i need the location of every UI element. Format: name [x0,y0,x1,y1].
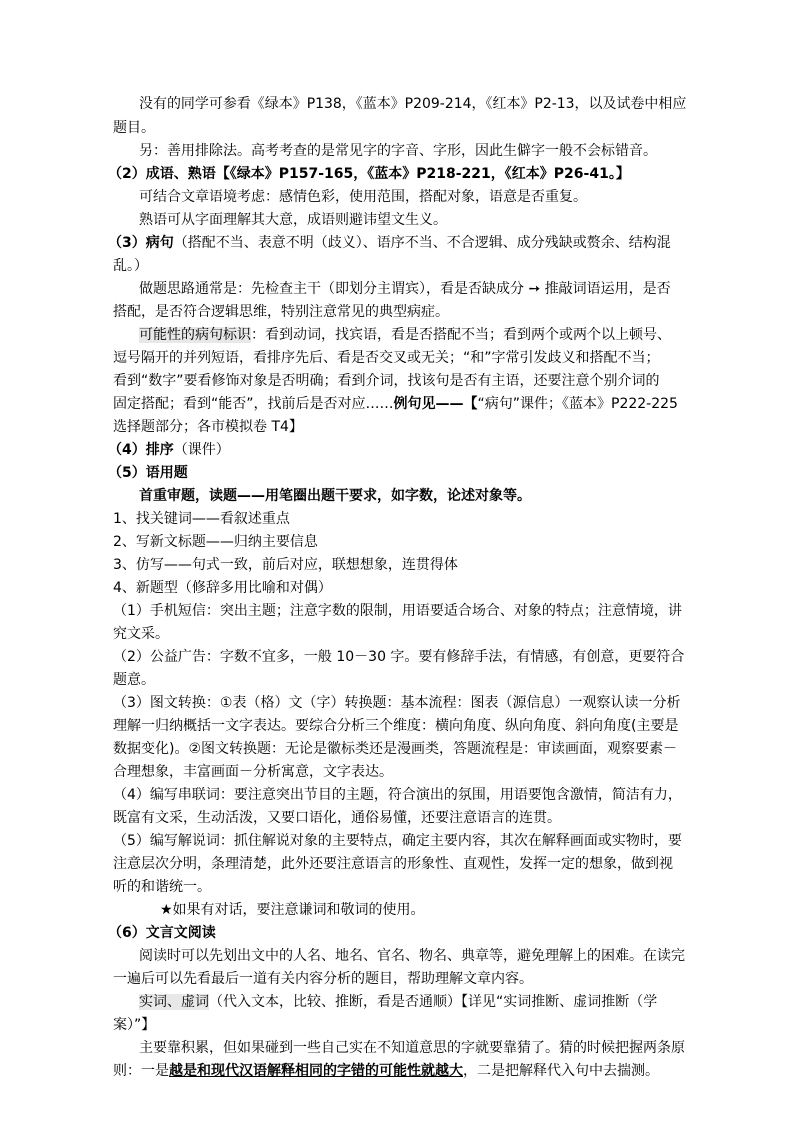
text-line: 可能性的病句标识：看到动词，找宾语，看是否搭配不当；看到两个或两个以上顿号、 [139,327,671,343]
text-line: 理解一归纳概括一文字表达。要综合分析三个维度：横向角度、纵向角度、斜向角度(主要是 [113,718,679,734]
text-line: 另：善用排除法。高考考查的是常见字的字音、字形，因此生僻字一般不会标错音。 [139,143,657,159]
section-heading-classical-chinese: （6）文言文阅读 [108,925,216,941]
text-line: （3）图文转换：①表（格）文（字）转换题：基本流程：图表（源信息）一观察认读一分析 [113,695,681,711]
text-line: 则：一是越是和现代汉语解释相同的字错的可能性就越大，二是把解释代入句中去揣测。 [113,1063,659,1079]
section-heading-sentence-errors: （3）病句（搭配不当、表意不明（歧义）、语序不当、不合逻辑、成分残缺或赘余、结构混 [108,235,671,251]
text-line: 选择题部分；各市模拟卷 T4】 [113,419,303,435]
text-line: 究文采。 [113,626,169,642]
text-line: （1）手机短信：突出主题；注意字数的限制，用语要适合场合、对象的特点；注意情境，讲 [113,603,682,619]
text-line: 乱。） [113,258,148,274]
highlighted-term: 实词、虚词 [139,994,209,1010]
text-line: 可结合文章语境考虑：感情色彩，使用范围，搭配对象，语意是否重复。 [139,189,587,205]
list-item: 4、新题型（修辞多用比喻和对偶） [113,580,332,596]
section-heading-idioms: （2）成语、熟语【《绿本》P157-165，《蓝本》P218-221，《红本》P26-41。】 [108,166,630,182]
text-line: 合理想象，丰富画面－分析寓意，文字表达。 [113,764,393,780]
text-line: 没有的同学可参看《绿本》P138，《蓝本》P209-214，《红本》P2-13，以及试卷中相应 [139,96,687,112]
text-line: （5）编写解说词：抓住解说对象的主要特点，确定主要内容，其次在解释画面或实物时，要 [113,833,682,849]
list-item: 2、写新文标题——归纳主要信息 [113,534,318,550]
text-line: 搭配，是否符合逻辑思维，特别注意常见的典型病症。 [113,304,449,320]
text-line: 主要靠积累，但如果碰到一些自己实在不知道意思的字就要靠猜了。猜的时候把握两条原 [139,1040,685,1056]
text-line: 做题思路通常是：先检查主干（即划分主谓宾），看是否缺成分 ➙ 推敲词语运用，是否 [139,281,671,297]
text-line: 注意层次分明，条理清楚，此外还要注意语言的形象性、直观性，发挥一定的想象，做到视 [113,856,673,872]
text-line: 逗号隔开的并列短语，看排序先后、看是否交叉或无关；“和”字常引发歧义和搭配不当； [113,350,660,366]
text-line: 既富有文采，生动活泼，又要口语化，通俗易懂，还要注意语言的连贯。 [113,810,561,826]
text-line: 数据变化)。②图文转换题：无论是徽标类还是漫画类，答题流程是：审读画面，观察要素－ [113,741,678,757]
section-heading-ordering: （4）排序（课件） [108,442,230,458]
list-item: 1、找关键词——看叙述重点 [113,511,290,527]
text-line: 首重审题，读题——用笔圈出题干要求，如字数，论述对象等。 [139,488,531,504]
text-line: 听的和谐统一。 [113,879,211,895]
text-line: 阅读时可以先划出文中的人名、地名、官名、物名、典章等，避免理解上的困难。在读完 [139,948,685,964]
section-heading-language-use: （5）语用题 [108,465,188,481]
star-note: ★如果有对话，要注意谦词和敬词的使用。 [160,902,425,918]
text-line: （2）公益广告：字数不宜多，一般 10－30 字。要有修辞手法，有情感，有创意，更要符合 [113,649,685,665]
text-line: 一遍后可以先看最后一道有关内容分析的题目，帮助理解文章内容。 [113,971,533,987]
text-line: 题意。 [113,672,155,688]
text-line: 固定搭配；看到“能否”，找前后是否对应……例句见——【“病句”课件；《蓝本》P222-225 [113,396,678,412]
highlighted-term: 可能性的病句标识 [139,327,251,343]
text-line: 实词、虚词（代入文本，比较、推断，看是否通顺）【详见“实词推断、虚词推断（学 [139,994,658,1010]
list-item: 3、仿写——句式一致，前后对应，联想想象，连贯得体 [113,557,458,573]
text-line: 题目。 [113,120,155,136]
text-line: 案）”】 [113,1017,156,1033]
emphasized-rule: 越是和现代汉语解释相同的字错的可能性就越大 [169,1063,463,1079]
text-line: 看到“数字”要看修饰对象是否明确；看到介词，找该句是否有主语，还要注意个别介词的 [113,373,660,389]
text-line: （4）编写串联词：要注意突出节目的主题，符合演出的氛围，用语要饱含激情，简洁有力， [113,787,682,803]
text-line: 熟语可从字面理解其大意，成语则避讳望文生义。 [139,212,447,228]
